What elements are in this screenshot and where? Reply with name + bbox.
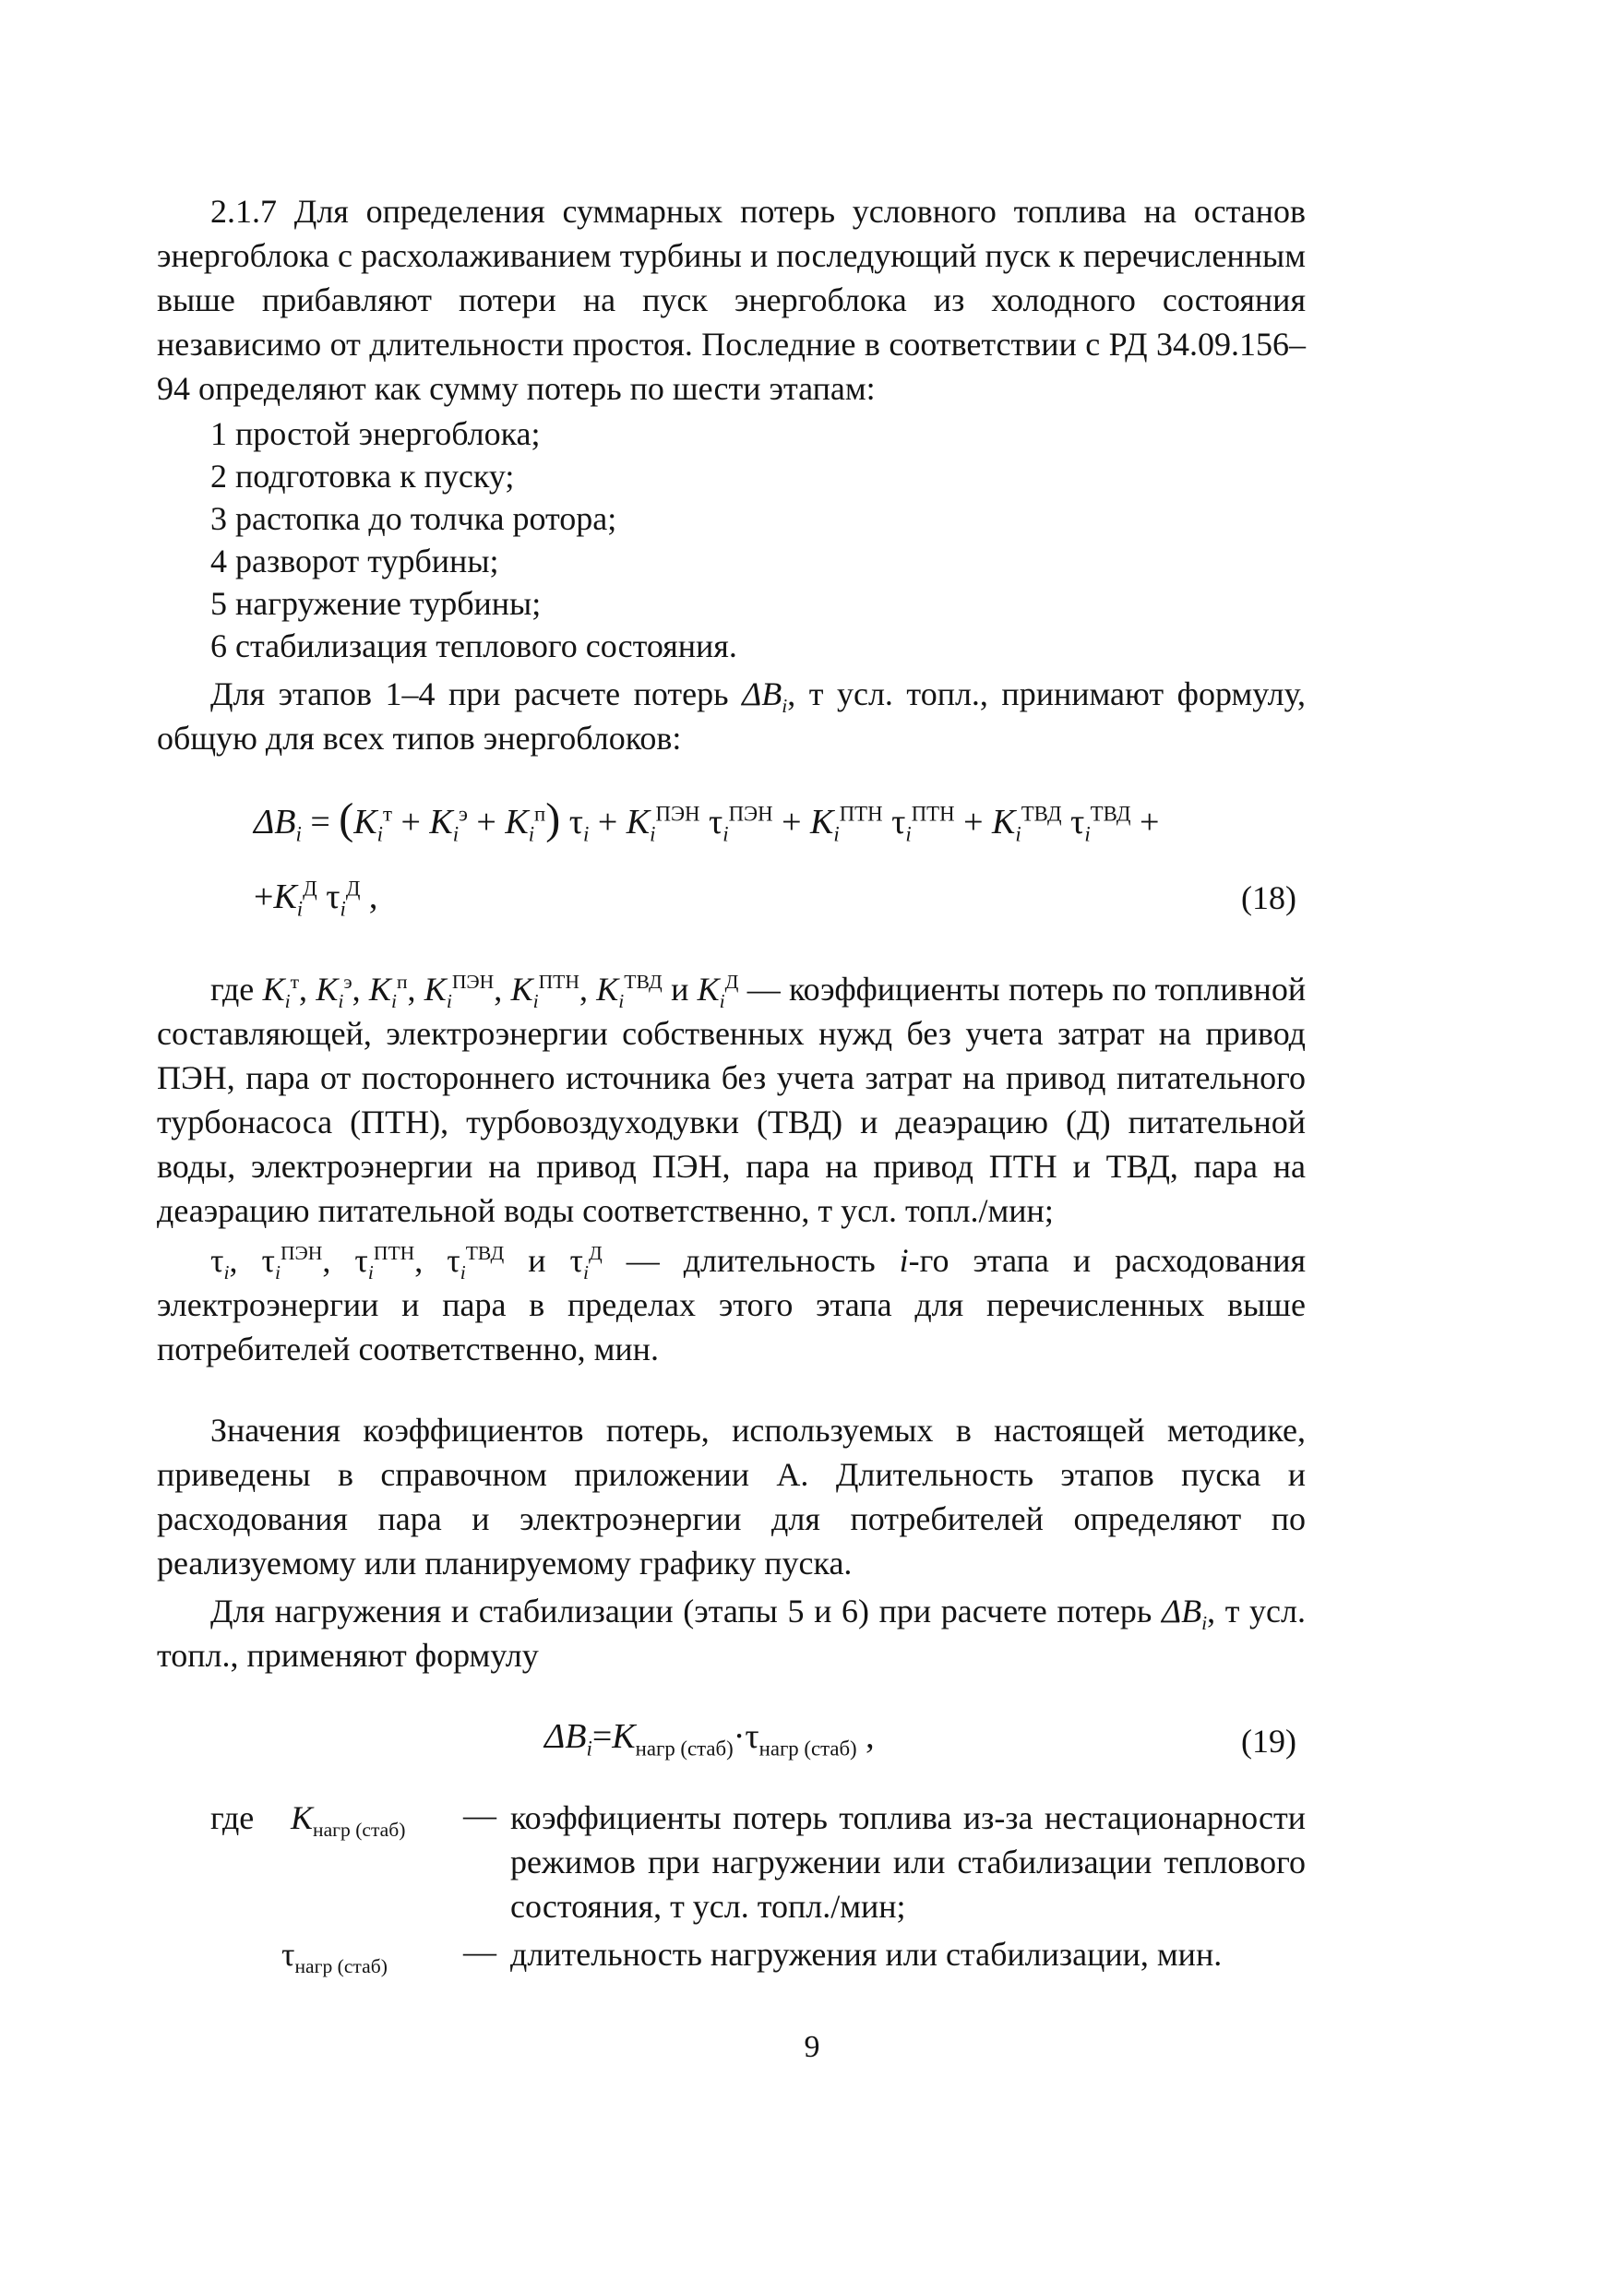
list-item: 5 нагружение турбины; <box>210 585 542 622</box>
equation-number-18: (18) <box>1241 879 1296 916</box>
formula-intro <box>157 672 1306 760</box>
k-load-symbol: $K_{нагр (стаб)}$ <box>291 1799 406 1842</box>
formula-18-definitions: где $K_i^т$, $K_i^э$, $K_i^п$, $K_i^{ПЭН}$, $K_i^{ПТН}$, $K_i^{ТВД}$ и $K_i^Д$ — коэффициенты потерь по топливной составляющей, электроэнергии собственных нужд без учета затрат на привод ПЭН, пара от постороннего источника без учета затрат на привод питательного турбонасоса (ПТН), турбовоздуходувки (ТВД) и деаэрацию (Д) питательной воды, электроэнергии на привод ПЭН, пара на привод ПТН и ТВД, пара на деаэрацию питательной воды соответственно, т усл. топл./мин; $\tau_i$, $\tau_i^{ПЭН}$, $\tau_i^{ПТН}$, $\tau_i^{ТВД}$ и $\tau_i^Д$ — длительность i-го этапа и расходования электроэнергии и пара в пределах этого этапа для перечисленных выше потребителей соответственно, мин. <box>157 971 1307 1367</box>
paragraph-text-a: Для нагружения и стабилизации (этапы 5 и 6) при расчете потерь <box>210 1593 1152 1629</box>
coefficient-values-paragraph <box>157 1408 1306 1585</box>
paragraph-text-b: , т усл. топл., применяют формулу <box>157 1593 1306 1674</box>
definition-dash: — <box>463 1797 496 1833</box>
formula-18-line-2: $+K_i^Д$ $\tau_i^Д$ , <box>254 877 378 921</box>
tau-load-definition: длительность нагружения или стабилизации, мин. <box>510 1936 1223 1973</box>
list-item: 3 растопка до толчка ротора; <box>210 500 617 537</box>
k-load-definition: коэффициенты потерь топлива из-за нестационарности режимов при нагружении или стабилизации теплового состояния, т усл. топл./мин; <box>510 1799 1306 1925</box>
formula-intro-text-a: Для этапов 1–4 при расчете потерь <box>210 675 729 712</box>
section-paragraph-2-1-7 <box>157 189 1306 411</box>
where-label: где <box>210 1799 255 1836</box>
where-label: где <box>210 971 255 1008</box>
coefficient-description: коэффициенты потерь по топливной составляющей, электроэнергии собственных нужд без учета затрат на привод ПЭН, пара от постороннего источника без учета затрат на привод питательного турбонасоса (ПТН), турбовоздуходувки (ТВД) и деаэрацию (Д) питательной воды, электроэнергии на привод ПЭН, пара на привод ПТН и ТВД, пара на деаэрацию питательной воды соответственно, т усл. топл./мин; <box>157 971 1307 1229</box>
definition-dash: — <box>463 1933 496 1970</box>
tau-load-symbol: $\tau_{нагр (стаб)}$ <box>281 1936 388 1978</box>
list-item: 2 подготовка к пуску; <box>210 458 515 495</box>
delta-b-symbol: ΔB <box>742 675 782 712</box>
list-item: 1 простой энергоблока; <box>210 415 541 452</box>
list-item: 6 стабилизация теплового состояния. <box>210 627 737 664</box>
paragraph-text: Значения коэффициентов потерь, используемых в настоящей методике, приведены в справочном приложении А. Длительность этапов пуска и расходования пара и электроэнергии для потребителей определяют по реализуемому или планируемому графику пуска. <box>157 1412 1306 1582</box>
formula-19: $\Delta B_i=K_{нагр (стаб)}\cdot\tau_{нагр (стаб)}$ , <box>544 1717 875 1761</box>
list-item: 4 разворот турбины; <box>210 543 499 579</box>
formula-intro-text-b: , т усл. топл., принимают формулу, общую для всех типов энергоблоков: <box>157 675 1307 757</box>
duration-description: -го этапа и расходования электроэнергии и пара в пределах этого этапа для перечисленных выше потребителей соответственно, мин. <box>157 1242 1307 1367</box>
page-number: 9 <box>804 2030 820 2064</box>
formula-18-line-1: $\Delta B_i = (K_i^т + K_i^э + K_i^п) \tau_i + K_i^{ПЭН}$ $\tau_i^{ПЭН} + K_i^{ПТН}$ $\tau_i^{ПТН} + K_i^{ТВД}$ $\tau_i^{ТВД}$ + <box>254 794 1160 846</box>
equation-number-19: (19) <box>1241 1723 1296 1760</box>
paragraph-text: 2.1.7 Для определения суммарных потерь условного топлива на останов энергоблока с расхолаживанием турбины и последующий пуск к перечисленным выше прибавляют потери на пуск энергоблока из холодного состояния независимо от длительности простоя. Последние в соответствии с РД 34.09.156–94 определяют как сумму потерь по шести этапам: <box>157 193 1306 407</box>
index-i: i <box>782 695 788 718</box>
stage-5-6-paragraph: Для нагружения и стабилизации (этапы 5 и 6) при расчете потерь $\Delta B_i$, т усл. топл., применяют формулу <box>157 1593 1306 1674</box>
